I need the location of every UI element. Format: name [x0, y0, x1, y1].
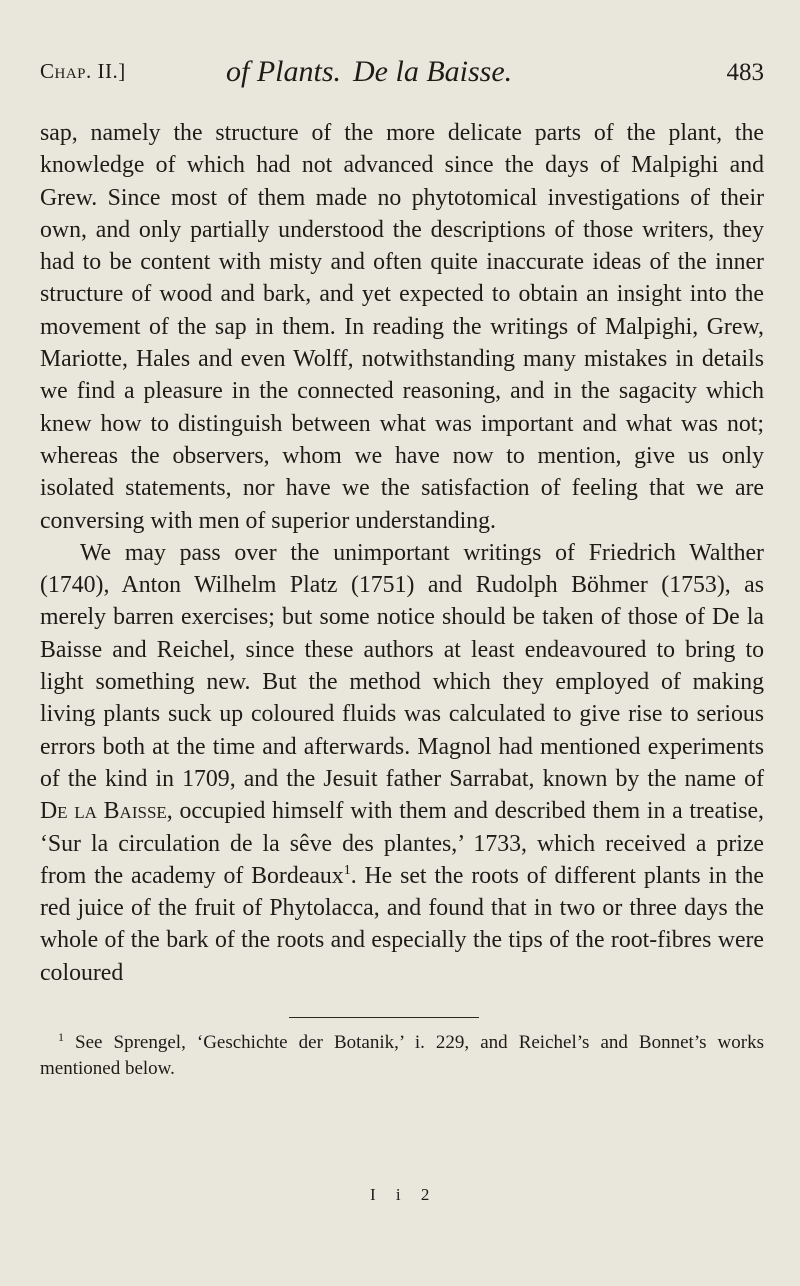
running-head	[40, 55, 764, 97]
footnote	[40, 1030, 764, 1082]
footnote-text: See Sprengel, ‘Geschichte der Botanik,’ i. 229, and Reichel’s and Bonnet’s works mentioned below.	[40, 1032, 764, 1080]
signature-mark: I i 2	[370, 1185, 438, 1204]
book-page	[40, 55, 764, 1082]
running-title-part1: of Plants.	[226, 55, 342, 88]
running-title-part2: De la Baisse.	[353, 55, 513, 88]
paragraph-2-part1: We may pass over the unimportant writings of Friedrich Walther (1740), Anton Wilhelm Platz (1751) and Rudolph Böhmer (1753), as merely barren exercises; but some notice should be taken of those of De la Baisse and Reichel, since these authors at least endeavoured to bring to light something new. But the method which they employed of making living plants suck up coloured fluids was calculated to give rise to serious errors both at the time and afterwards. Magnol had mentioned experiments of the kind in 1709, and the Jesuit father Sarrabat, known by the name of	[40, 539, 764, 792]
footnote-mark: 1	[58, 1030, 64, 1045]
chapter-label: Chap. II.]	[40, 59, 126, 83]
paragraph-2	[40, 537, 764, 989]
de-la-baisse-smallcaps: De la Baisse	[40, 798, 167, 825]
footnote-reference: 1	[343, 862, 351, 878]
paragraph-2-part3: . He set the roots of different plants in the red juice of the fruit of Phytolacca, and found that in two or three days the whole of the bark of the roots and especially the tips of the root-fibres were coloured	[40, 862, 764, 986]
paragraph-2-part2: , occupied himself with them and described them in a treatise, ‘Sur la circulation de la sêve des plantes,’ 1733, which received a prize from the academy of Bordeaux	[40, 798, 765, 889]
paragraph-1: sap, namely the structure of the more delicate parts of the plant, the knowledge of which had not advanced since the days of Malpighi and Grew. Since most of them made no phytotomical investigations of their own, and only partially understood the descriptions of those writers, they had to be content with misty and often quite inaccurate ideas of the inner structure of wood and bark, and yet expected to obtain an insight into the movement of the sap in them. In reading the writings of Malpighi, Grew, Mariotte, Hales and even Wolff, notwithstanding many mistakes in details we find a pleasure in the connected reasoning, and in the sagacity which knew how to distinguish between what was important and what was not; whereas the observers, whom we have now to mention, give us only isolated statements, nor have we the satisfaction of feeling that we are conversing with men of superior understanding.	[40, 120, 764, 534]
running-title	[226, 55, 512, 89]
page-number: 483	[726, 59, 764, 86]
footnote-divider	[289, 1017, 479, 1018]
body-text	[40, 117, 764, 989]
